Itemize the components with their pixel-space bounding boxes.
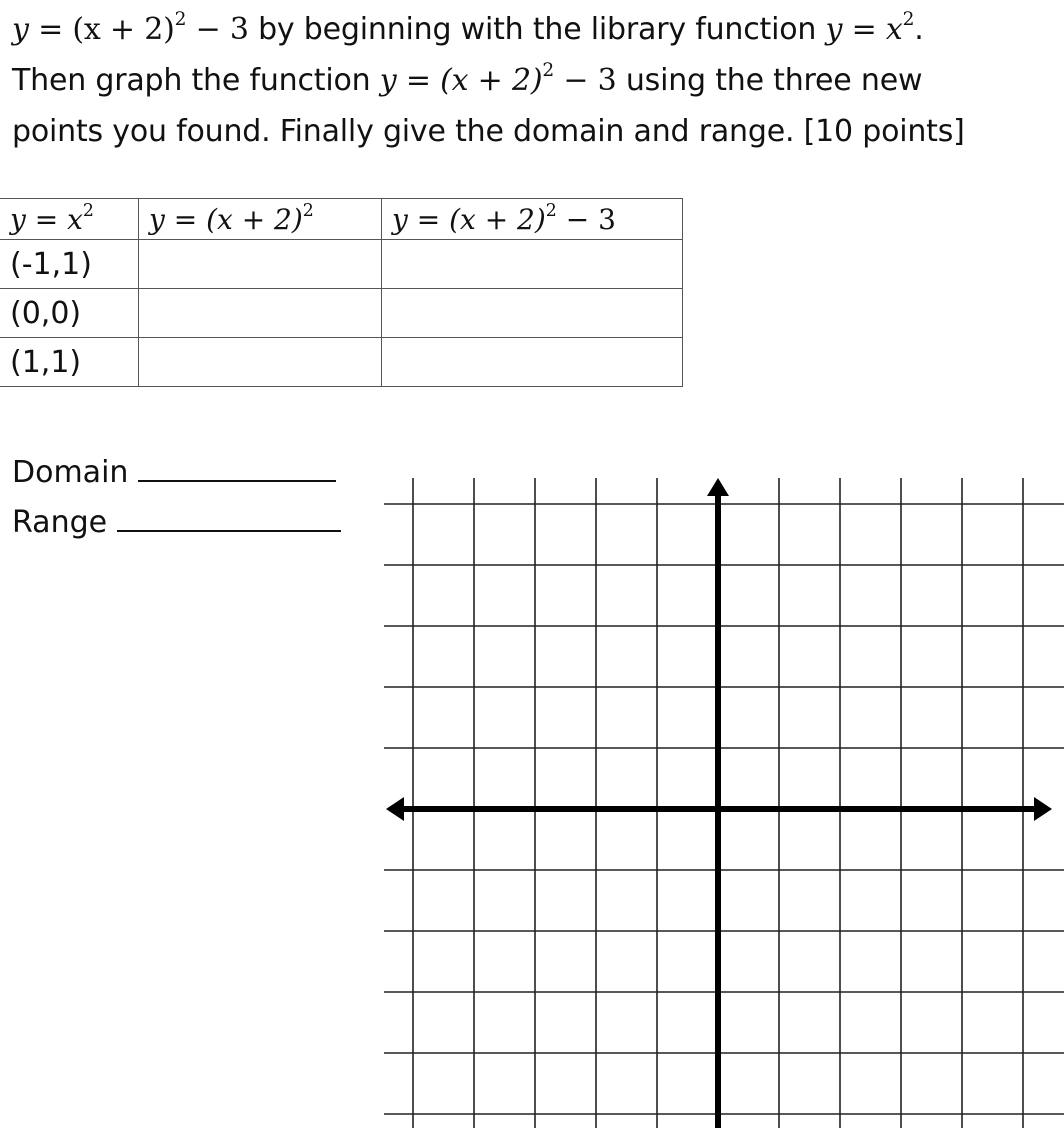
x-axis-left-arrow-icon <box>386 797 404 821</box>
header-library-function: $y = x^2$ <box>0 199 139 240</box>
library-function: $y = x^2$ <box>825 9 915 47</box>
instruction-line-3: points you found. Finally give the domain and range. [10 points] <box>12 114 965 149</box>
range-label: Range <box>12 505 108 540</box>
instruction-line-2: Then graph the function $y = (x + 2)^2 - 3$ using the three new <box>12 60 923 98</box>
point-cell: (1,1) <box>0 338 139 387</box>
domain-label: Domain <box>12 455 129 490</box>
grid-lines <box>384 478 1064 1128</box>
x-axis-right-arrow-icon <box>1034 797 1052 821</box>
target-function: $y = (x + 2)^2 - 3$ <box>379 60 617 98</box>
point-cell: (0,0) <box>0 289 139 338</box>
y-axis-up-arrow-icon <box>707 478 729 496</box>
instruction-line-1: $y = (x + 2)^2 - 3$ by beginning with the library function $y = x^2$. <box>12 9 924 47</box>
header-final-function: $y = (x + 2)^2 - 3$ <box>382 199 683 240</box>
point-cell: (-1,1) <box>0 240 139 289</box>
header-shifted-function: $y = (x + 2)^2$ <box>139 199 382 240</box>
equation: $y = (x + 2)^2 - 3$ <box>12 9 249 47</box>
instruction-text: by beginning with the library function <box>248 12 826 47</box>
